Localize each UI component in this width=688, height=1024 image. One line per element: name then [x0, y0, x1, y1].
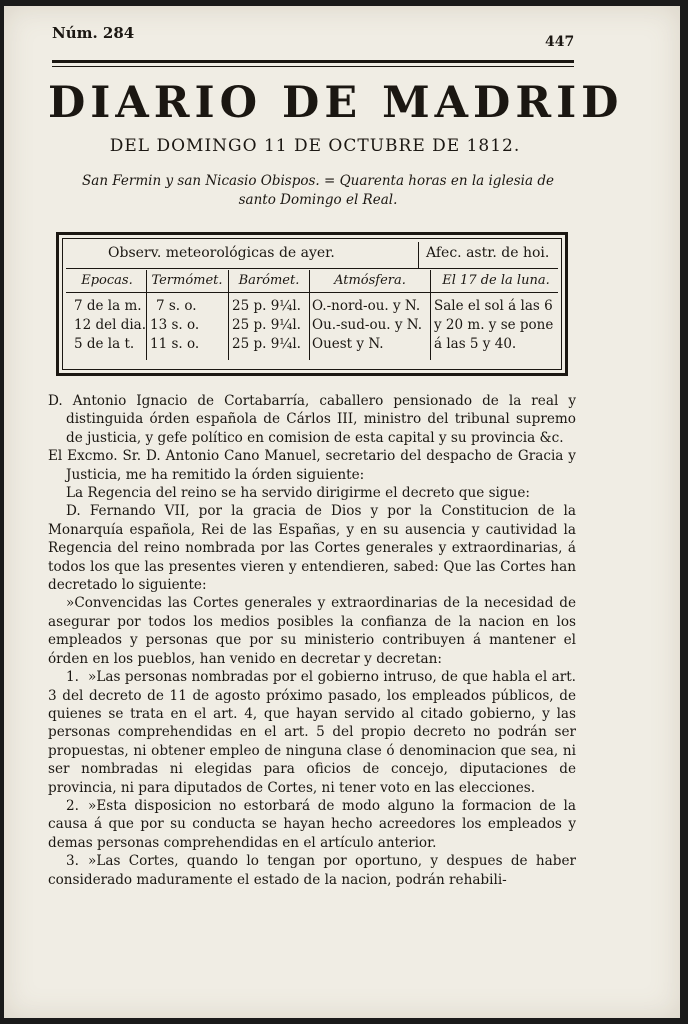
astro-line: y 20 m. y se pone	[434, 317, 554, 333]
article-paragraph	[48, 797, 576, 852]
weather-divider-heading	[418, 242, 419, 268]
article-paragraph: El Excmo. Sr. D. Antonio Cano Manuel, secretario del despacho de Gracia y Justicia, me ha remitido la órden siguiente:	[48, 448, 576, 483]
weather-divider-2	[228, 270, 229, 360]
weather-divider-4	[430, 270, 431, 360]
weather-divider-1	[146, 270, 147, 360]
article-paragraph	[48, 668, 576, 797]
row-atmosfera: Ouest y N.	[312, 336, 384, 352]
weather-divider-3	[309, 270, 310, 360]
article-paragraph	[48, 852, 576, 889]
article-text: »Esta disposicion no estorbará de modo alguno la formacion de la causa á que por su conducta se hayan hecho acreedores los empleados y demas personas comprehendidas en el artículo anterior.	[48, 797, 576, 851]
top-rule-thick	[52, 60, 574, 63]
col-epocas: Epocas.	[81, 273, 133, 288]
row-epoca: 12 del dia.	[74, 317, 147, 333]
article-paragraph: La Regencia del reino se ha servido dirigirme el decreto que sigue:	[66, 485, 530, 502]
row-termometro: 13 s. o.	[150, 317, 200, 333]
article-text: »Las Cortes, quando lo tengan por oportuno, y despues de haber considerado maduramente el estado de la nacion, podrán rehabili-	[48, 853, 576, 888]
weather-rule-top	[66, 268, 558, 269]
article-number: 1.	[66, 669, 79, 686]
weather-rule-header	[66, 292, 558, 293]
article-number: 3.	[66, 853, 79, 870]
saints-of-the-day: San Fermin y san Nicasio Obispos. = Quarenta horas en la iglesia de santo Domingo el Real.	[82, 173, 554, 208]
issue-number: Núm. 284	[52, 24, 135, 42]
astro-line: á las 5 y 40.	[434, 336, 517, 352]
row-termometro: 7 s. o.	[156, 298, 197, 314]
row-barometro: 25 p. 9¼l.	[232, 298, 301, 314]
article-paragraph: D. Antonio Ignacio de Cortabarría, caballero pensionado de la real y distinguida órden española de Cárlos III, ministro del tribunal supremo de justicia, y gefe político en comision de esta capital y su provincia &c.	[48, 393, 576, 446]
date-line: DEL DOMINGO 11 DE OCTUBRE DE 1812.	[109, 136, 521, 156]
article-paragraph: D. Fernando VII, por la gracia de Dios y por la Constitucion de la Monarquía española, Rei de las Españas, y en su ausencia y cautividad la Regencia del reino nombrada por las Cortes generales y extraordinarias, á todos los que las presentes vieren y entendieren, sabed: Que las Cortes han decretado lo siguiente:	[48, 503, 576, 594]
row-epoca: 5 de la t.	[74, 336, 135, 352]
col-atmosfera: Atmósfera.	[334, 273, 406, 288]
article-number: 2.	[66, 797, 79, 814]
astro-line: Sale el sol á las 6	[434, 298, 553, 314]
row-atmosfera: O.-nord-ou. y N.	[312, 298, 421, 314]
astro-heading: Afec. astr. de hoi.	[426, 245, 550, 261]
row-atmosfera: Ou.-sud-ou. y N.	[312, 317, 423, 333]
row-epoca: 7 de la m.	[74, 298, 142, 314]
page-number: 447	[545, 34, 575, 50]
top-rule-thin	[52, 66, 574, 67]
row-barometro: 25 p. 9¼l.	[232, 317, 301, 333]
col-luna: El 17 de la luna.	[442, 273, 550, 288]
col-barometro: Barómet.	[238, 273, 300, 288]
article-text: »Las personas nombradas por el gobierno intruso, de que habla el art. 3 del decreto de 11 de agosto próximo pasado, los empleados públicos, de quienes se trata en el art. 4, que hayan servido al citado gobierno, y las personas comprehendidas en el art. 5 del propio decreto no podrán ser propuestas, ni obtener empleo de ninguna clase ó denominacion que sea, ni ser nombradas ni elegidas para oficios de concejo, diputaciones de provincia, ni para diputados de Cortes, ni tener voto en las elecciones.	[48, 669, 576, 796]
article-paragraph: »Convencidas las Cortes generales y extraordinarias de la necesidad de asegurar por todos los medios posibles la confianza de la nacion en los empleados y personas que por su ministerio contribuyen á mantener el órden en los pueblos, han venido en decretar y decretan:	[48, 595, 576, 667]
col-termometro: Termómet.	[151, 273, 223, 288]
weather-heading: Observ. meteorológicas de ayer.	[108, 245, 335, 261]
row-barometro: 25 p. 9¼l.	[232, 336, 301, 352]
masthead-title: DIARIO DE MADRID	[48, 78, 624, 128]
article-body	[48, 392, 576, 889]
row-termometro: 11 s. o.	[150, 336, 200, 352]
